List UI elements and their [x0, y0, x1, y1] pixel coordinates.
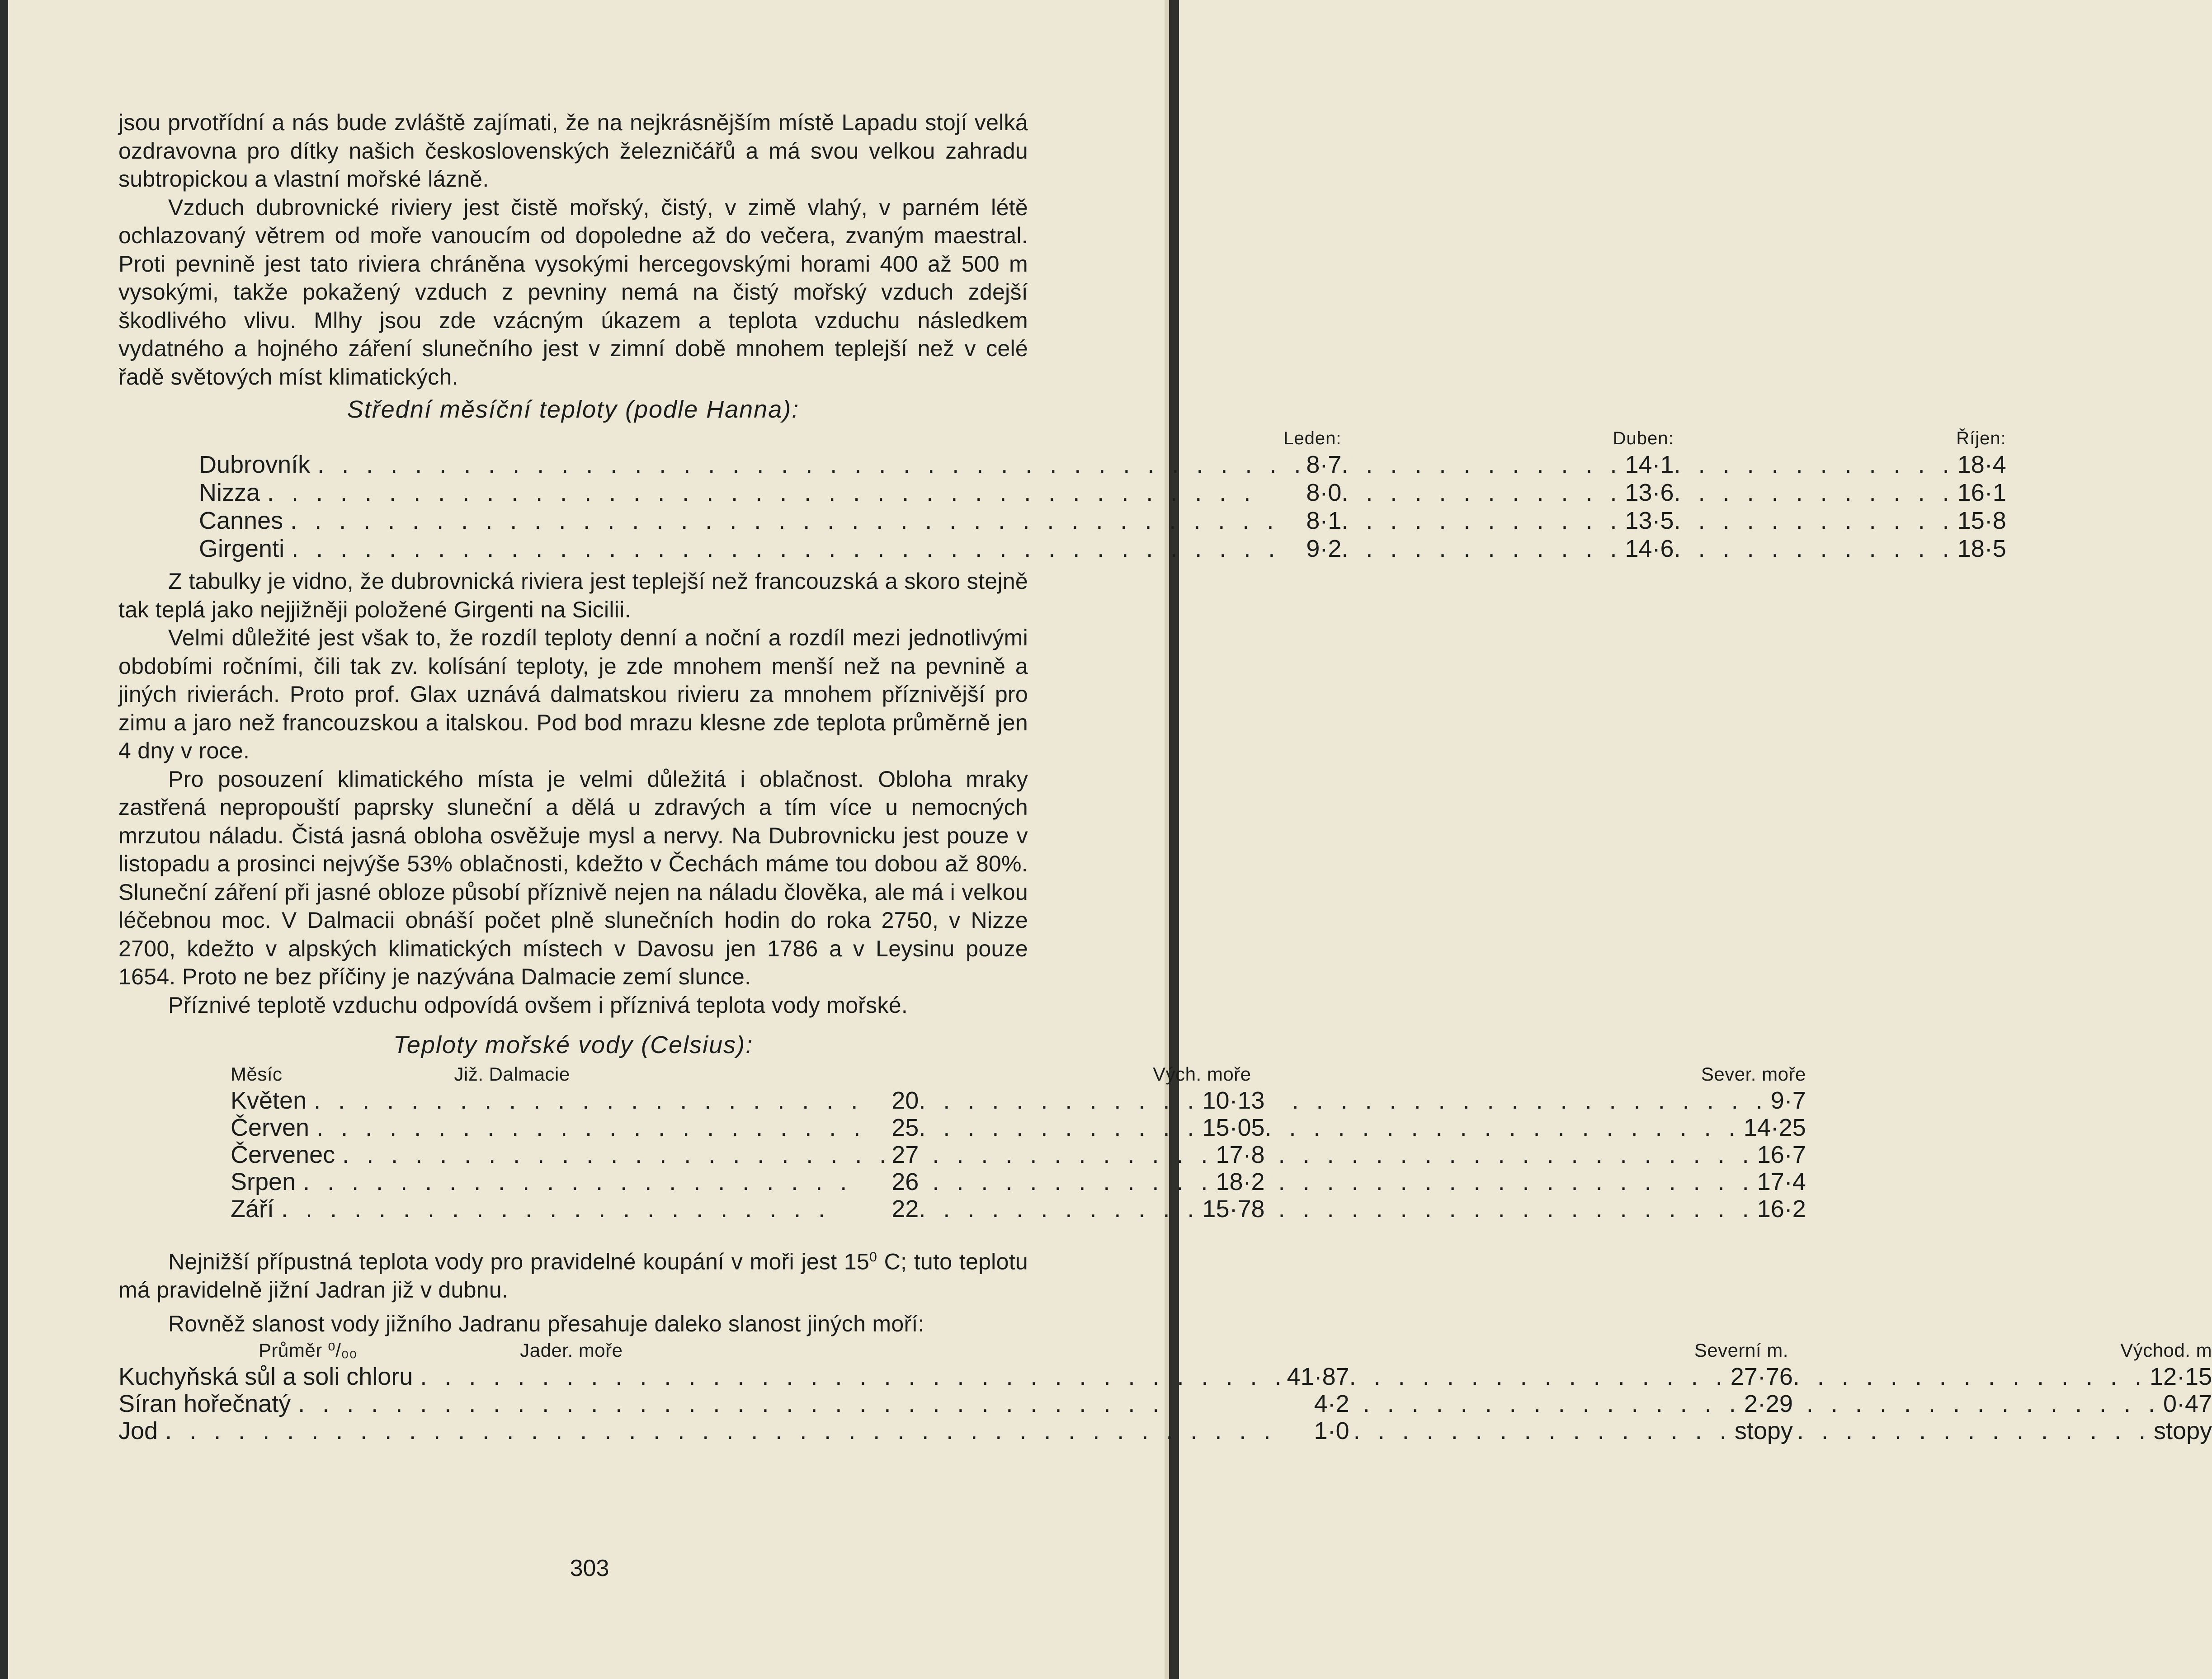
- table-row: [118, 1390, 2212, 1417]
- value-january: 8·7: [1306, 451, 1342, 478]
- page-number: 303: [570, 1555, 609, 1581]
- value-north-sea: 27·76: [1730, 1363, 1793, 1391]
- substance-name: Jod: [118, 1417, 158, 1445]
- value-dalmatia: 25: [891, 1114, 919, 1141]
- value-april: 13·6: [1625, 479, 1674, 506]
- leader-dots: . . . . . . . . . . . .: [1674, 479, 1955, 506]
- value-north-sea: 16·7: [1757, 1141, 1806, 1168]
- leader-dots: . . . . . . . . . . . . . . .: [1806, 1390, 2161, 1418]
- header-month: [231, 1062, 919, 1087]
- header-april: Duben:: [1613, 428, 1674, 448]
- value-east-sea: 15·78: [1202, 1195, 1265, 1223]
- paragraph-temperature-range: Velmi důležité jest však to, že rozdíl teploty denní a noční a rozdíl mezi jednotlivými obdobími ročními, čili tak zv. kolísání teploty, je zde mnohem menší než na pevnině a jiných rivierách. Proto prof. Glax uznává dalmatskou rivieru za mnohem příznivější pro zimu a jaro než francouzskou a italskou. Pod bod mrazu klesne zde teplota průměrně jen 4 dny v roce.: [118, 625, 1028, 763]
- leader-dots: . . . . . . . . . . . .: [919, 1087, 1200, 1114]
- header-average-label: Průměr ⁰/₀₀: [259, 1340, 358, 1361]
- place-name: Nizza: [199, 479, 260, 506]
- leader-dots: . . . . . . . . . . . .: [919, 1195, 1200, 1223]
- bathing-text: Nejnižší přípustná teplota vody pro pravidelné koupání v moři jest 15: [168, 1249, 870, 1275]
- value-january: 8·0: [1306, 479, 1342, 506]
- leader-dots: . . . . . . . . . . . . . . . . . . . . . . .: [342, 1141, 892, 1168]
- month-name: Květen: [231, 1087, 307, 1114]
- table-row: [231, 1168, 1806, 1195]
- paragraph-table-note: Z tabulky je vidno, že dubrovnická riviera jest teplejší než francouzská a skoro stejně tak teplá jako nejjižněji položené Girgenti na Sicilii.: [118, 569, 1028, 622]
- leader-dots: . . . . . . . . . . . .: [932, 1141, 1213, 1168]
- substance-name: Síran hořečnatý: [118, 1390, 291, 1418]
- table-row: [231, 1087, 1806, 1114]
- table-row: [231, 1195, 1806, 1223]
- leader-dots: . . . . . . . . . . . . . . . . . . . .: [1278, 1168, 1755, 1195]
- value-april: 14·1: [1625, 451, 1674, 478]
- value-april: 14·6: [1625, 535, 1674, 562]
- month-name: Srpen: [231, 1168, 296, 1195]
- month-name: Červen: [231, 1114, 310, 1141]
- leader-dots: . . . . . . . . . . . . . . . . . . . . . . . . . . . . . . . . . . . . . . . . .: [292, 535, 1281, 562]
- value-north-sea: stopy: [1734, 1417, 1793, 1445]
- value-north-sea: 17·4: [1757, 1168, 1806, 1195]
- table-row: [118, 1363, 2212, 1390]
- table-title-sea-temp: Teploty mořské vody (Celsius):: [393, 1031, 754, 1058]
- header-east-sea: Východ. m: [2120, 1340, 2212, 1361]
- leader-dots: . . . . . . . . . . . .: [1341, 451, 1622, 478]
- leader-dots: . . . . . . . . . . . .: [1341, 535, 1622, 562]
- leader-dots: . . . . . . . . . . . .: [919, 1114, 1200, 1141]
- value-october: 18·5: [1957, 535, 2006, 562]
- value-dalmatia: 22: [891, 1195, 919, 1223]
- month-name: Září: [231, 1195, 274, 1223]
- place-name: Dubrovník: [199, 451, 311, 478]
- value-east-sea: 12·15: [2149, 1363, 2212, 1391]
- table-row: [231, 1114, 1806, 1141]
- leader-dots: . . . . . . . . . . . .: [1674, 507, 1955, 534]
- paragraph-bathing-temp: [118, 1243, 1028, 1304]
- header-north-sea: Sever. moře: [1701, 1063, 1806, 1085]
- value-north-sea: 9·7: [1770, 1087, 1806, 1114]
- place-name: Cannes: [199, 507, 283, 534]
- leader-dots: . . . . . . . . . . . . . . . .: [1363, 1390, 1741, 1418]
- value-adriatic: 41·87: [1287, 1363, 1349, 1391]
- leader-dots: . . . . . . . . . . . . . . . . . . . . . . .: [303, 1168, 853, 1195]
- value-october: 16·1: [1957, 479, 2006, 506]
- value-east-sea: stopy: [2154, 1417, 2212, 1445]
- month-name: Červenec: [231, 1141, 335, 1168]
- value-dalmatia: 27: [891, 1141, 919, 1168]
- leader-dots: . . . . . . . . . . . . . . . . . . . . . . .: [314, 1087, 863, 1114]
- leader-dots: . . . . . . . . . . . .: [1341, 479, 1622, 506]
- leader-dots: . . . . . . . . . . . .: [1674, 451, 1955, 478]
- table-row: [199, 479, 2006, 507]
- leader-dots: . . . . . . . . . . . . . . . . . . . .: [1292, 1087, 1768, 1114]
- paragraph-lapad: jsou prvotřídní a nás bude zvláště zajímati, že na nejkrásnějším místě Lapadu stojí velká ozdravovna pro dítky našich československých železničářů a má svou velkou zahradu subtropickou a vlastní mořské lázně.: [118, 110, 1028, 192]
- paragraph-cloudiness: Pro posouzení klimatického místa je velmi důležitá i oblačnost. Obloha mraky zastřená nepropouští paprsky sluneční a dělá u zdravých a tím více u nemocných mrzutou náladu. Čistá jasná obloha osvěžuje mysl a nervy. Na Dubrovnicku jest pouze v listopadu a prosinci nejvýše 53% oblačnosti, kdežto v Čechách máme tou dobou až 80%. Sluneční záření při jasné obloze působí příznivě nejen na náladu člověka, ale má i velkou léčebnou moc. V Dalmacii obnáší počet plně slunečních hodin do roka 2750, v Nizze 2700, kdežto v alpských klimatických místech v Davosu jen 1786 a v Leysinu pouze 1654. Proto ne bez příčiny je nazývána Dalmacie zemí slunce.: [118, 766, 1028, 989]
- leader-dots: . . . . . . . . . . . . . . . . . . . .: [1278, 1195, 1755, 1223]
- value-east-sea: 0·47: [2163, 1390, 2212, 1418]
- value-north-sea: 14·25: [1743, 1114, 1806, 1141]
- header-north-sea: Severní m.: [1694, 1340, 1788, 1361]
- value-east-sea: 10·13: [1202, 1087, 1265, 1114]
- page-body: [118, 108, 2212, 1445]
- degree-superscript: 0: [869, 1250, 877, 1265]
- leader-dots: . . . . . . . . . . . . . . . . . . . . . . . . . . . . . . . . . . . .: [420, 1363, 1287, 1391]
- air-temperature-table: [199, 426, 2006, 563]
- table-row: [199, 451, 2006, 479]
- header-east-sea: Vých. moře: [1153, 1063, 1251, 1085]
- place-name: Girgenti: [199, 535, 285, 562]
- header-south-dalmatia: Již. Dalmacie: [454, 1063, 570, 1085]
- header-average: [118, 1338, 1349, 1363]
- table-title-air-temp: Střední měsíční teploty (podle Hanna):: [347, 396, 800, 423]
- leader-dots: . . . . . . . . . . . .: [1674, 535, 1955, 562]
- table-row: [199, 507, 2006, 535]
- header-month-label: Měsíc: [231, 1063, 283, 1085]
- bathing-text-end: C; tuto teplotu má pravidelně jižní Jadran již v dubnu.: [118, 1249, 1028, 1303]
- value-dalmatia: 20: [891, 1087, 919, 1114]
- header-adriatic: Jader. moře: [520, 1340, 623, 1361]
- leader-dots: . . . . . . . . . . . . . . . . . . . . . . . . . . . . . . . . . . . . . . . . .: [290, 507, 1279, 534]
- leader-dots: . . . . . . . . . . . . . . . . . . . . . . . . . . . . . . . . . . . .: [298, 1390, 1165, 1418]
- value-january: 9·2: [1306, 535, 1342, 562]
- table-row: [199, 535, 2006, 563]
- leader-dots: . . . . . . . . . . . . . . .: [1792, 1363, 2147, 1391]
- leader-dots: . . . . . . . . . . . . . . .: [1797, 1417, 2151, 1445]
- value-april: 13·5: [1625, 507, 1674, 534]
- leader-dots: . . . . . . . . . . . . . . . .: [1353, 1417, 1732, 1445]
- leader-dots: . . . . . . . . . . . .: [1341, 507, 1622, 534]
- paragraph-sea-temp-intro: Příznivé teplotě vzduchu odpovídá ovšem i příznivá teplota vody mořské.: [168, 992, 908, 1018]
- leader-dots: . . . . . . . . . . . . . . . . . . . .: [1278, 1141, 1755, 1168]
- book-spine-edge: [0, 0, 8, 1679]
- substance-name: Kuchyňská sůl a soli chloru: [118, 1363, 413, 1391]
- leader-dots: . . . . . . . . . . . . . . . . . . . . . . .: [316, 1114, 866, 1141]
- table-row: [231, 1141, 1806, 1168]
- value-january: 8·1: [1306, 507, 1342, 534]
- value-east-sea: 18·2: [1216, 1168, 1265, 1195]
- value-east-sea: 17·8: [1216, 1141, 1265, 1168]
- leader-dots: . . . . . . . . . . . . . . . .: [1349, 1363, 1728, 1391]
- header-october: Říjen:: [1956, 428, 2006, 448]
- salinity-table: [118, 1338, 2212, 1444]
- value-north-sea: 2·29: [1744, 1390, 1793, 1418]
- leader-dots: . . . . . . . . . . . . . . . . . . . .: [1264, 1114, 1741, 1141]
- value-adriatic: 4·2: [1314, 1390, 1349, 1418]
- value-adriatic: 1·0: [1314, 1417, 1349, 1445]
- leader-dots: . . . . . . . . . . . .: [932, 1168, 1213, 1195]
- leader-dots: . . . . . . . . . . . . . . . . . . . . . . . . . . . . . . . . . . . . . . . . .: [267, 479, 1256, 506]
- value-north-sea: 16·2: [1757, 1195, 1806, 1223]
- sea-temperature-table: [231, 1062, 1806, 1223]
- leader-dots: . . . . . . . . . . . . . . . . . . . . . . .: [281, 1195, 831, 1223]
- leader-dots: . . . . . . . . . . . . . . . . . . . . . . . . . . . . . . . . . . . . . . . . . . . . . .: [165, 1417, 1276, 1445]
- value-october: 18·4: [1957, 451, 2006, 478]
- paragraph-salinity: Rovněž slanost vody jižního Jadranu přesahuje daleko slanost jiných moří:: [168, 1311, 924, 1336]
- value-dalmatia: 26: [891, 1168, 919, 1195]
- table-row: [118, 1417, 2212, 1444]
- header-january: Leden:: [1283, 428, 1342, 448]
- value-east-sea: 15·05: [1202, 1114, 1265, 1141]
- paragraph-climate: Vzduch dubrovnické riviery jest čistě mořský, čistý, v zimě vlahý, v parném létě ochlazovaný větrem od moře vanoucím od dopoledne až do večera, zvaným maestral. Proti pevnině jest tato riviera chráněna vysokými hercegovskými horami 400 až 500 m vysokými, takže pokažený vzduch z pevniny nemá na čistý mořský vzduch zdejší škodlivého vlivu. Mlhy jsou zde vzácným úkazem a teplota vzduchu následkem vydatného a hojného záření slunečního jest v zimní době mnohem teplejší než v celé řadě světových míst klimatických.: [118, 194, 1028, 390]
- value-october: 15·8: [1957, 507, 2006, 534]
- leader-dots: . . . . . . . . . . . . . . . . . . . . . . . . . . . . . . . . . . . . . . . . .: [317, 451, 1306, 478]
